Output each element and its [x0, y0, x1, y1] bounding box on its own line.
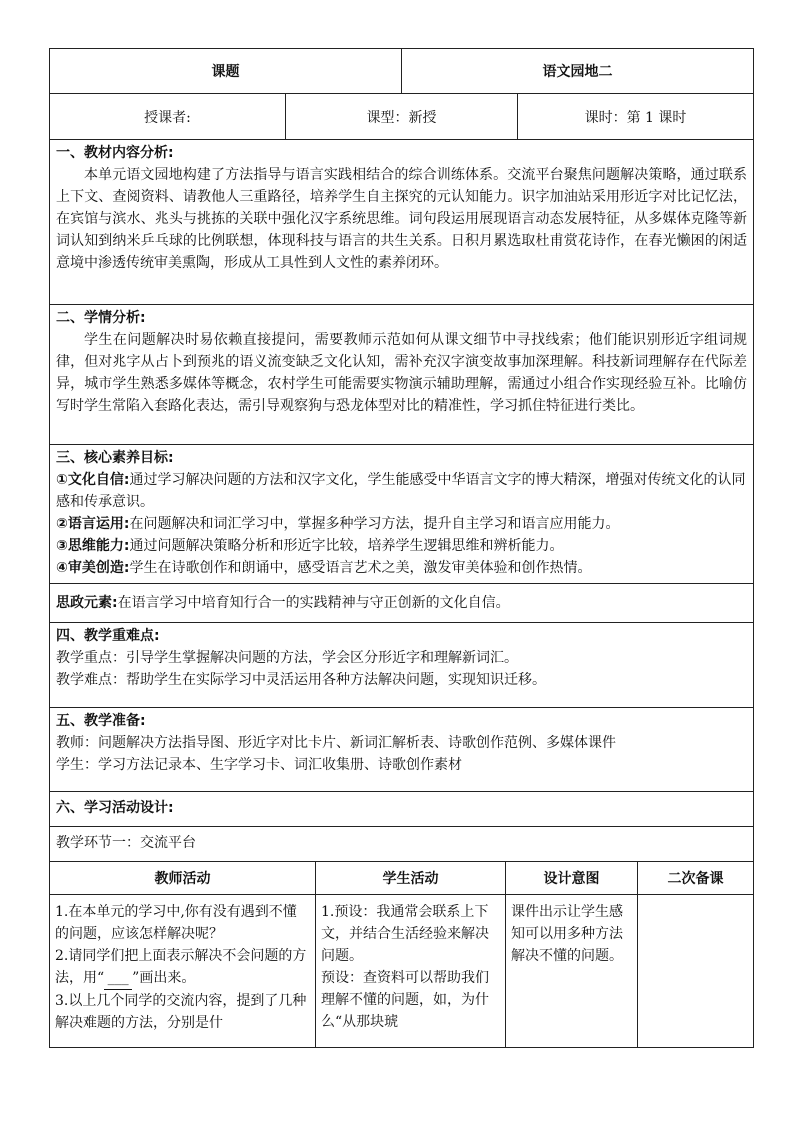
- student-activity-cell: [316, 895, 506, 1048]
- lesson-plan: [49, 48, 753, 1048]
- key-point: 教学重点：引导学生掌握解决问题的方法，学会区分形近字和理解新词汇。: [56, 650, 518, 666]
- section-ideology: [50, 584, 754, 623]
- design-intent-text: 课件出示让学生感知可以用多种方法解决不懂的问题。: [511, 904, 623, 964]
- teacher-step: 2.请同学们把上面表示解决不会问题的方法，用“ ___ ”画出来。: [55, 945, 310, 990]
- design-intent-cell: [506, 895, 638, 1048]
- header-teacher-activity: 教师活动: [50, 862, 316, 895]
- section-activity-design: [50, 792, 754, 827]
- goal-text: 通过学习解决问题的方法和汉字文化，学生能感受中华语言文字的博大精深，增强对传统文化的认同感和传承意识。: [56, 472, 746, 510]
- info-row: [50, 94, 754, 140]
- lesson-plan-table: [49, 48, 754, 862]
- stage-row: [50, 827, 754, 862]
- section-body: 学生在问题解决时易依赖直接提问，需要教师示范如何从课文细节中寻找线索；他们能识别形近字组词规律，但对兆字从占卜到预兆的语义流变缺乏文化认知，需补充汉字演变故事加深理解。科技新词理解存在代际差异，城市学生熟悉多媒体等概念，农村学生可能需要实物演示辅助理解，需通过小组合作实现经验互补。比喻仿写时学生常陷入套路化表达，需引导观察狗与恐龙体型对比的精准性，学习抓住特征进行类比。: [56, 332, 747, 414]
- section-title: 一、教材内容分析:: [56, 145, 174, 161]
- goal-text: 在问题解决和词汇学习中，掌握多种学习方法，提升自主学习和语言应用能力。: [129, 516, 620, 532]
- teacher-label: 授课者:: [50, 94, 286, 140]
- goal-label: ③思维能力:: [56, 538, 130, 554]
- section-student-analysis: [50, 305, 754, 445]
- goal-item: [56, 557, 747, 579]
- section-title: 五、教学准备:: [56, 713, 146, 729]
- section-title: 三、核心素养目标:: [56, 450, 174, 466]
- section-title: 四、教学重难点:: [56, 628, 160, 644]
- ideology-text: 在语言学习中培育知行合一的实践精神与守正创新的文化自信。: [117, 595, 510, 611]
- student-step: 1.预设：我通常会联系上下文，并结合生活经验来解决问题。: [321, 904, 489, 964]
- fill-blank: ___: [104, 967, 132, 990]
- second-prep-cell: [638, 895, 754, 1048]
- difficult-point: 教学难点：帮助学生在实际学习中灵活运用各种方法解决问题，实现知识迁移。: [56, 672, 546, 688]
- topic-row: [50, 49, 754, 94]
- section-core-goals: [50, 445, 754, 584]
- teacher-step: 3.以上几个同学的交流内容，提到了几种解决难题的方法，分别是什: [55, 993, 307, 1031]
- teacher-activity-cell: [50, 895, 316, 1048]
- ideology-label: 思政元素:: [56, 595, 118, 611]
- header-design-intent: 设计意图: [506, 862, 638, 895]
- teacher-preparation: 教师：问题解决方法指导图、形近字对比卡片、新词汇解析表、诗歌创作范例、多媒体课件: [56, 735, 616, 751]
- goal-label: ①文化自信:: [56, 472, 130, 488]
- goal-label: ②语言运用:: [56, 516, 130, 532]
- goal-item: [56, 513, 747, 535]
- section-key-points: [50, 623, 754, 708]
- stage-title: 教学环节一：交流平台: [56, 835, 196, 851]
- section-preparation: [50, 708, 754, 792]
- goal-text: 学生在诗歌创作和朗诵中，感受语言艺术之美，激发审美体验和创作热情。: [129, 560, 592, 576]
- goal-text: 通过问题解决策略分析和形近字比较，培养学生逻辑思维和辨析能力。: [129, 538, 564, 554]
- teacher-step: 1.在本单元的学习中,你有没有遇到不懂的问题，应该怎样解决呢？: [55, 904, 297, 942]
- activity-header-row: [50, 862, 754, 895]
- section-material-analysis: [50, 140, 754, 305]
- goal-label: ④审美创造:: [56, 560, 130, 576]
- lesson-type: 课型：新授: [286, 94, 518, 140]
- student-step: 预设：查资料可以帮助我们理解不懂的问题，如，为什么“从那块琥: [321, 970, 489, 1030]
- lesson-period: 课时：第 1 课时: [518, 94, 754, 140]
- header-student-activity: 学生活动: [316, 862, 506, 895]
- goal-item: [56, 535, 747, 557]
- topic-value: 语文园地二: [402, 49, 754, 94]
- activity-body-row: [50, 895, 754, 1048]
- topic-label: 课题: [50, 49, 402, 94]
- header-second-prep: 二次备课: [638, 862, 754, 895]
- section-title: 二、学情分析:: [56, 310, 146, 326]
- section-title: 六、学习活动设计:: [56, 800, 174, 816]
- activity-table: [49, 861, 754, 1048]
- student-preparation: 学生：学习方法记录本、生字学习卡、词汇收集册、诗歌创作素材: [56, 757, 462, 773]
- goal-item: [56, 469, 747, 513]
- section-body: 本单元语文园地构建了方法指导与语言实践相结合的综合训练体系。交流平台聚焦问题解决策略，通过联系上下文、查阅资料、请教他人三重路径，培养学生自主探究的元认知能力。识字加油站采用形近字对比记忆法，在宾馆与滨水、兆头与挑拣的关联中强化汉字系统思维。词句段运用展现语言动态发展特征，从多媒体克隆等新词认知到纳米乒乓球的比例联想，体现科技与语言的共生关系。日积月累选取杜甫赏花诗作，在春光懒困的闲适意境中渗透传统审美熏陶，形成从工具性到人文性的素养闭环。: [56, 167, 747, 271]
